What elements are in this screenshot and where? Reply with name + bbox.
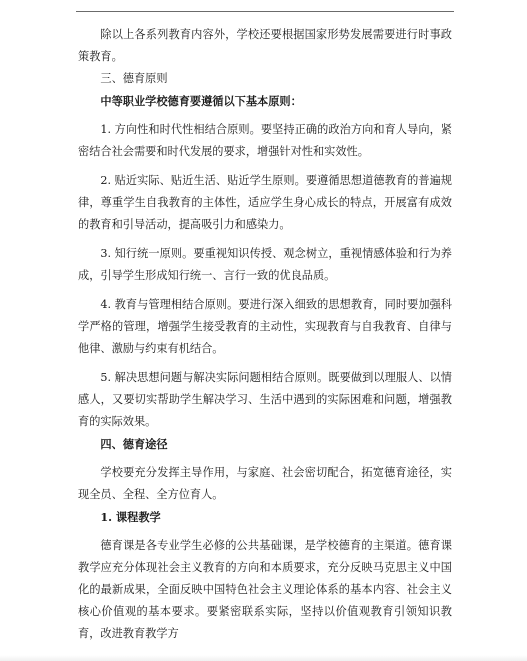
principle-item-3: 3. 知行统一原则。要重视知识传授、观念树立，重视情感体验和行为养成，引导学生形成知行统一、言行一致的优良品质。 <box>78 247 452 282</box>
section-heading-principles: 三、德育原则 <box>100 72 168 85</box>
principle-item-1: 1. 方向性和时代性相结合原则。要坚持正确的政治方向和育人导向，紧密结合社会需要和时代发展的要求，增强针对性和实效性。 <box>78 123 452 158</box>
section-heading-approaches: 四、德育途径 <box>100 437 168 451</box>
approach-paragraph: 学校要充分发挥主导作用，与家庭、社会密切配合，拓宽德育途径，实现全员、全程、全方位育人。 <box>78 466 452 501</box>
principle-item-5: 5. 解决思想问题与解决实际问题相结合原则。既要做到以理服人、以情感人，又要切实帮助学生解决学习、生活中遇到的实际困难和问题，增强教育的实际效果。 <box>78 371 452 428</box>
principle-item-2: 2. 贴近实际、贴近生活、贴近学生原则。要遵循思想道德教育的普遍规律，尊重学生自我教育的主体性，适应学生身心成长的特点，开展富有成效的教育和引导活动，提高吸引力和感染力。 <box>78 174 452 231</box>
principles-intro: 中等职业学校德育要遵循以下基本原则： <box>100 94 302 108</box>
subsection-heading-course: 1. 课程教学 <box>100 510 161 524</box>
document-body <box>78 24 452 645</box>
principle-item-4: 4. 教育与管理相结合原则。要进行深入细致的思想教育，同时要加强科学严格的管理，增强学生接受教育的主动性，实现教育与自我教育、自律与他律、激励与约束有机结合。 <box>78 298 452 355</box>
course-paragraph: 德育课是各专业学生必修的公共基础课，是学校德育的主渠道。德育课教学应充分体现社会主义教育的方向和本质要求，充分反映马克思主义中国化的最新成果，全面反映中国特色社会主义理论体系的基本内容、社会主义核心价值观的基本要求。要紧密联系实际，坚持以价值观教育引领知识教育，改进教育教学方 <box>78 539 452 640</box>
intro-paragraph: 除以上各系列教育内容外，学校还要根据国家形势发展需要进行时事政策教育。 <box>78 28 452 63</box>
page-bottom-edge <box>0 655 527 661</box>
header-rule <box>76 11 454 12</box>
